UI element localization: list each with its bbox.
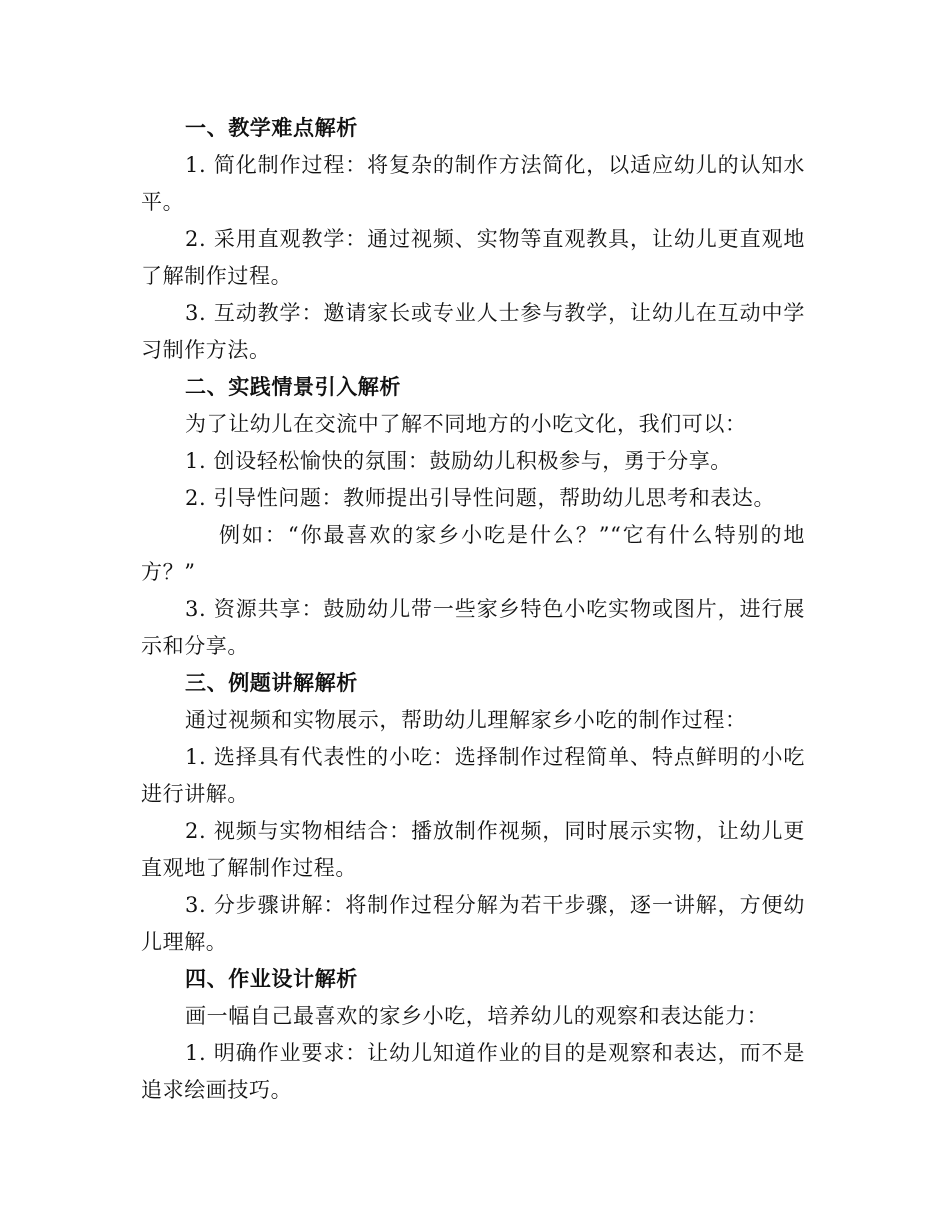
section-heading: 一、教学难点解析 (185, 116, 358, 140)
paragraph: 3. 分步骤讲解：将制作过程分解为若干步骤，逐一讲解，方便幼儿理解。 (141, 893, 805, 954)
paragraph: 通过视频和实物展示，帮助幼儿理解家乡小吃的制作过程： (185, 708, 747, 732)
paragraph: 1. 简化制作过程：将复杂的制作方法简化，以适应幼儿的认知水平。 (141, 153, 805, 214)
paragraph: 3. 互动教学：邀请家长或专业人士参与教学，让幼儿在互动中学习制作方法。 (141, 301, 805, 362)
document-body (141, 110, 805, 1109)
paragraph: 1. 创设轻松愉快的氛围：鼓励幼儿积极参与，勇于分享。 (185, 449, 732, 473)
paragraph: 1. 明确作业要求：让幼儿知道作业的目的是观察和表达，而不是追求绘画技巧。 (141, 1041, 805, 1102)
paragraph: 2. 视频与实物相结合：播放制作视频，同时展示实物，让幼儿更直观地了解制作过程。 (141, 819, 805, 880)
paragraph: 3. 资源共享：鼓励幼儿带一些家乡特色小吃实物或图片，进行展示和分享。 (141, 597, 805, 658)
section-heading: 三、例题讲解解析 (185, 671, 358, 695)
section-heading: 二、实践情景引入解析 (185, 375, 401, 399)
paragraph: 画一幅自己最喜欢的家乡小吃，培养幼儿的观察和表达能力： (185, 1004, 769, 1028)
paragraph: 为了让幼儿在交流中了解不同地方的小吃文化，我们可以： (185, 412, 747, 436)
paragraph: 2. 采用直观教学：通过视频、实物等直观教具，让幼儿更直观地了解制作过程。 (141, 227, 805, 288)
paragraph: 2. 引导性问题：教师提出引导性问题，帮助幼儿思考和表达。 (185, 486, 776, 510)
paragraph: 1. 选择具有代表性的小吃：选择制作过程简单、特点鲜明的小吃进行讲解。 (141, 745, 805, 806)
section-heading: 四、作业设计解析 (185, 967, 358, 991)
example-paragraph: 例如：“你最喜欢的家乡小吃是什么？”“它有什么特别的地方？” (141, 523, 805, 584)
